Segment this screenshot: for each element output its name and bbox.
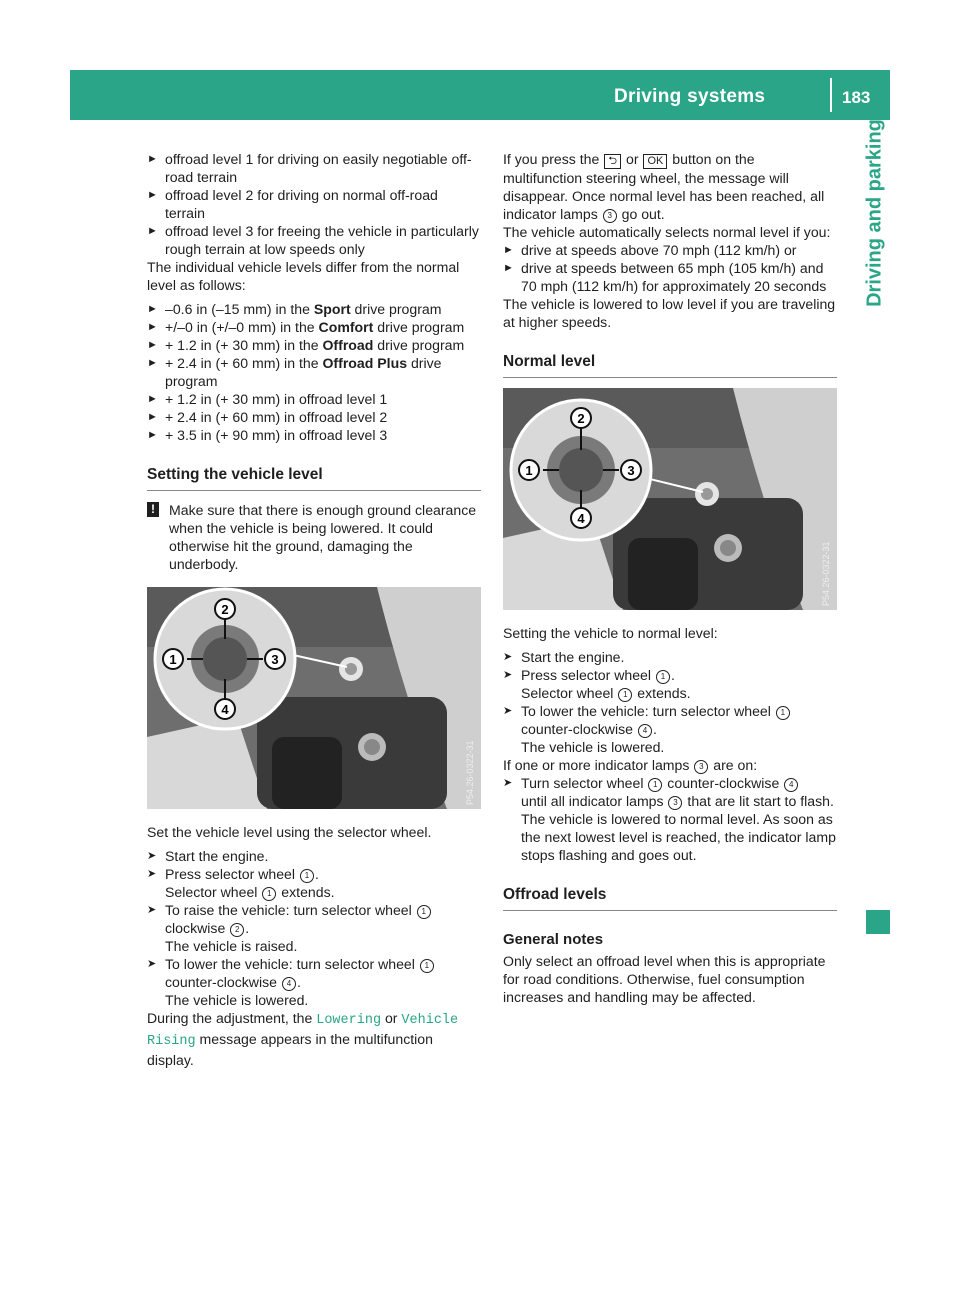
bullet-icon: ► (147, 339, 158, 351)
arrow-icon: ➤ (503, 651, 513, 663)
list-item: ➤ To lower the vehicle: turn selector wheel 1 counter-clockwise 4 . The vehicle is lowered. (147, 955, 481, 1009)
press-note: If you press the ⮌ or OK button on the multifunction steering wheel, the message will disappear. Once normal level has been reached, all indicator lamps 3 go out. (503, 151, 825, 222)
list-item: ► offroad level 1 for driving on easily negotiable off-road terrain (147, 151, 472, 185)
auto-intro: The vehicle automatically selects normal level if you: (503, 224, 831, 240)
arrow-icon: ➤ (147, 958, 157, 970)
lamps-note: If one or more indicator lamps 3 are on: (503, 757, 758, 773)
list-item: ► offroad level 3 for freeing the vehicle in particularly rough terrain at low speeds only (147, 223, 479, 257)
svg-text:3: 3 (627, 463, 635, 478)
list-item: ► offroad level 2 for driving on normal off-road terrain (147, 187, 438, 221)
list-item: ► drive at speeds above 70 mph (112 km/h) or (503, 242, 797, 258)
svg-text:4: 4 (221, 702, 229, 717)
general-notes-text: Only select an offroad level when this is appropriate for road conditions. Otherwise, fuel consumption increases and handling may be affected. (503, 953, 826, 1005)
back-key-icon: ⮌ (604, 154, 621, 169)
list-item: ► + 1.2 in (+ 30 mm) in the Offroad drive program (147, 337, 465, 353)
svg-text:P54.26-0322-31: P54.26-0322-31 (465, 740, 475, 805)
list-item: ➤ To raise the vehicle: turn selector wheel 1 clockwise 2 . The vehicle is raised. (147, 901, 481, 955)
list-item: ➤ To lower the vehicle: turn selector wheel 1 counter-clockwise 4 . The vehicle is lowered. (503, 702, 837, 756)
warning-note: ! Make sure that there is enough ground clearance when the vehicle is being lowered. It could otherwise hit the ground, damaging the underbody. (147, 501, 481, 573)
selector-wheel-photo (147, 587, 481, 809)
arrow-icon: ➤ (147, 850, 157, 862)
arrow-icon: ➤ (503, 669, 513, 681)
list-item: ➤ Press selector wheel 1 . Selector wheel 1 extends. (503, 667, 691, 701)
bullet-icon: ► (147, 321, 158, 333)
section-title: Driving systems (614, 86, 766, 107)
bullet-icon: ► (147, 393, 158, 405)
section-heading: Normal level (503, 353, 837, 378)
svg-text:1: 1 (525, 463, 533, 478)
adjustment-note: During the adjustment, the Lowering or Vehicle Rising message appears in the multifunction display. (147, 1010, 459, 1068)
bullet-icon: ► (147, 429, 158, 441)
ok-key-icon: OK (643, 154, 667, 169)
svg-text:P54.26-0322-31: P54.26-0322-31 (821, 541, 831, 606)
right-column (503, 150, 837, 1006)
list-item: ► + 3.5 in (+ 90 mm) in offroad level 3 (147, 427, 388, 443)
svg-text:4: 4 (577, 511, 585, 526)
levels-intro: The individual vehicle levels differ from the normal level as follows: (147, 259, 460, 293)
svg-text:1: 1 (169, 652, 177, 667)
arrow-icon: ➤ (147, 904, 157, 916)
svg-text:2: 2 (221, 602, 229, 617)
bullet-icon: ► (147, 189, 158, 201)
bullet-icon: ► (147, 225, 158, 237)
left-column (147, 150, 481, 1069)
lowered-note: The vehicle is lowered to low level if you are traveling at higher speeds. (503, 296, 836, 330)
arrow-icon: ➤ (147, 868, 157, 880)
list-item: ➤ Start the engine. (503, 649, 625, 665)
list-item: ► +/–0 in (+/–0 mm) in the Comfort drive program (147, 319, 465, 335)
arrow-icon: ➤ (503, 777, 513, 789)
bullet-icon: ► (503, 244, 514, 256)
bullet-icon: ► (147, 153, 158, 165)
section-heading: Offroad levels (503, 886, 837, 911)
svg-text:3: 3 (271, 652, 279, 667)
subsection-heading: General notes (503, 931, 604, 948)
side-tab-label: Driving and parking (863, 119, 886, 307)
page-number: 183 (842, 88, 871, 107)
header-divider (830, 78, 832, 112)
side-tab (861, 119, 889, 307)
set-intro: Set the vehicle level using the selector wheel. (147, 824, 432, 840)
normal-intro: Setting the vehicle to normal level: (503, 625, 718, 641)
bullet-icon: ► (147, 411, 158, 423)
list-item: ► + 1.2 in (+ 30 mm) in offroad level 1 (147, 391, 388, 407)
header-bar (70, 70, 890, 120)
list-item: ► + 2.4 in (+ 60 mm) in offroad level 2 (147, 409, 388, 425)
list-item: ► drive at speeds between 65 mph (105 km/h) and 70 mph (112 km/h) for approximately 20 seconds (503, 260, 827, 294)
list-item: ➤ Turn selector wheel 1 counter-clockwise 4 until all indicator lamps 3 that are lit start to flash. The vehicle is lowered to normal level. As soon as the next lowest level is reached, the indicator lamp stops flashing and goes out. (503, 775, 836, 863)
side-tab-marker (866, 910, 890, 934)
list-item: ➤ Start the engine. (147, 848, 269, 864)
selector-wheel-photo (503, 388, 837, 610)
list-item: ► –0.6 in (–15 mm) in the Sport drive program (147, 301, 442, 317)
svg-text:2: 2 (577, 411, 585, 426)
list-item: ➤ Press selector wheel 1 . Selector wheel 1 extends. (147, 866, 335, 900)
bullet-icon: ► (503, 262, 514, 274)
bullet-icon: ► (147, 303, 158, 315)
bullet-icon: ► (147, 357, 158, 369)
section-heading: Setting the vehicle level (147, 466, 481, 491)
arrow-icon: ➤ (503, 705, 513, 717)
list-item: ► + 2.4 in (+ 60 mm) in the Offroad Plus drive program (147, 355, 442, 389)
warning-icon: ! (147, 502, 159, 517)
